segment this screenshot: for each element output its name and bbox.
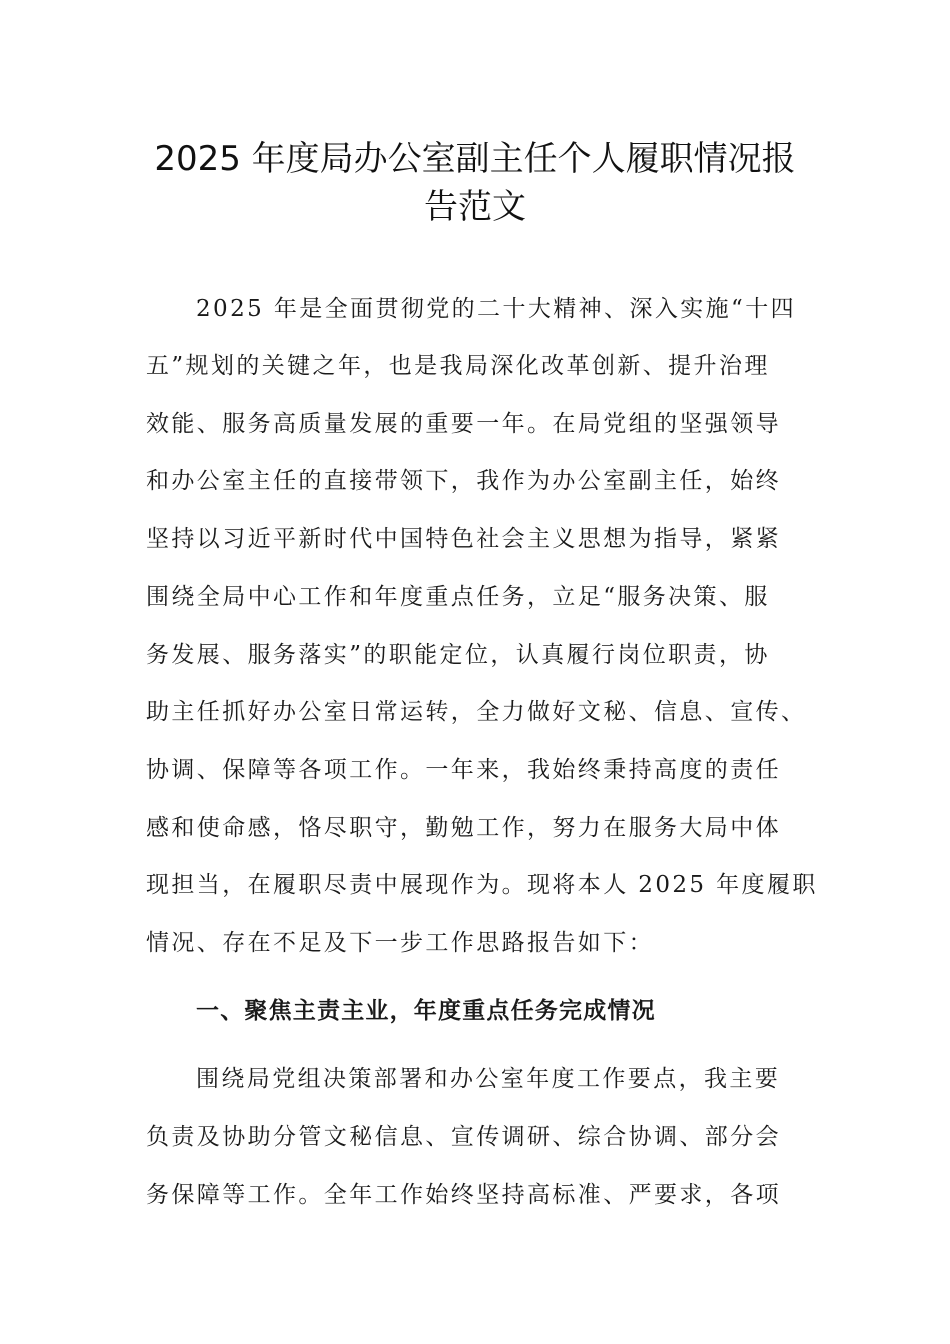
paragraph-1-line: 现担当，在履职尽责中展现作为。现将本人 2025 年度履职 [146, 872, 818, 898]
paragraph-1-line: 五”规划的关键之年，也是我局深化改革创新、提升治理 [146, 353, 770, 379]
paragraph-1-line: 感和使命感，恪尽职守，勤勉工作，努力在服务大局中体 [146, 815, 781, 841]
paragraph-1-line: 助主任抓好办公室日常运转，全力做好文秘、信息、宣传、 [146, 699, 807, 725]
paragraph-2-line: 负责及协助分管文秘信息、宣传调研、综合协调、部分会 [146, 1124, 781, 1150]
section-1-heading: 一、聚焦主责主业，年度重点任务完成情况 [196, 997, 656, 1024]
paragraph-1-line: 和办公室主任的直接带领下，我作为办公室副主任，始终 [146, 468, 781, 494]
paragraph-1-line: 围绕全局中心工作和年度重点任务，立足“服务决策、服 [146, 584, 770, 610]
paragraph-2-line: 务保障等工作。全年工作始终坚持高标准、严要求，各项 [146, 1182, 781, 1208]
document-title-line-2: 告范文 [424, 187, 526, 227]
paragraph-1-line: 协调、保障等各项工作。一年来，我始终秉持高度的责任 [146, 757, 781, 783]
paragraph-1-line: 情况、存在不足及下一步工作思路报告如下： [146, 930, 654, 956]
paragraph-1-line: 2025 年是全面贯彻党的二十大精神、深入实施“十四 [196, 296, 797, 322]
document-title-line-1: 2025 年度局办公室副主任个人履职情况报 [154, 139, 796, 179]
paragraph-1-line: 务发展、服务落实”的职能定位，认真履行岗位职责，协 [146, 642, 770, 668]
paragraph-1-line: 坚持以习近平新时代中国特色社会主义思想为指导，紧紧 [146, 526, 781, 552]
paragraph-2-line: 围绕局党组决策部署和办公室年度工作要点，我主要 [196, 1066, 781, 1092]
paragraph-1-line: 效能、服务高质量发展的重要一年。在局党组的坚强领导 [146, 411, 781, 437]
